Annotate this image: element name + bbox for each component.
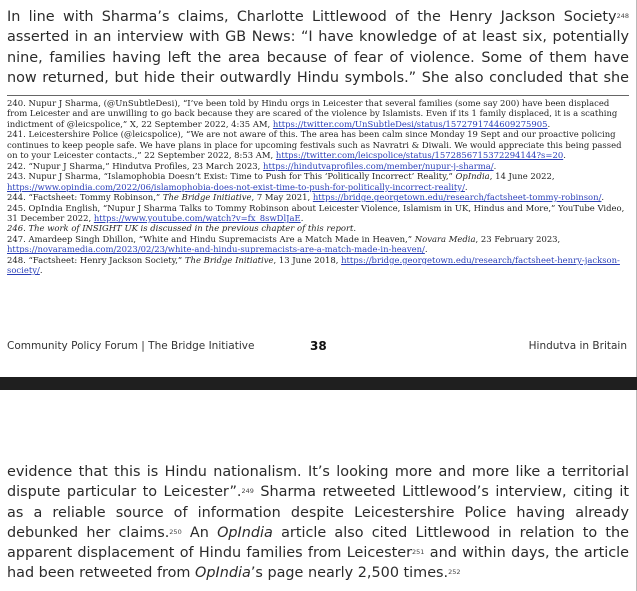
- footnote-link[interactable]: https://twitter.com/leicspolice/status/1572856715372294144?s=20: [275, 150, 564, 161]
- page-separator: [0, 377, 637, 390]
- footnote-link[interactable]: https://bridge.georgetown.edu/research/factsheet-henry-jackson-society/: [7, 254, 620, 276]
- footnote-link[interactable]: https://bridge.georgetown.edu/research/factsheet-tommy-robinson/: [312, 192, 602, 203]
- footnote-245: 245. OpIndia English, “Nupur J Sharma Talks to Tommy Robinson about Leicester Violence, Islamism in UK, Hindus and More,” YouTube Video, 31 December 2022, https://www.youtube.com/watch?v=fx_8swDlJaE.: [7, 202, 625, 223]
- footnote-divider: [7, 95, 629, 96]
- footnote-ref-249[interactable]: 249: [241, 487, 254, 496]
- publication-name: OpIndia: [195, 565, 251, 582]
- footnote-link[interactable]: https://hindutvaprofiles.com/member/nupur-j-sharma/: [263, 160, 494, 171]
- footnote-ref-252[interactable]: 252: [448, 568, 461, 577]
- footnote-ref-248[interactable]: 248: [616, 12, 629, 20]
- footnote-242: 242. “Nupur J Sharma,” Hindutva Profiles, 23 March 2023, https://hindutvaprofiles.com/member/nupur-j-sharma/.: [7, 160, 497, 171]
- footer-publisher: Community Policy Forum | The Bridge Initiative: [7, 340, 255, 352]
- body-text-segment: ’s page nearly 2,500 times.: [250, 565, 449, 582]
- page-number: 38: [310, 339, 327, 353]
- body-text-segment: asserted in an interview with GB News: “I have knowledge of at least six, potentially nine, families having left the area because of fear of violence. Some of them have now returned, but hide their outwardly Hindu symbols.” She also concluded that she: [7, 29, 629, 86]
- footnote-243: 243. Nupur J Sharma, “Islamophobia Doesn’t Exist: Time to Push for This ‘Politically Incorrect’ Reality,” OpIndia, 14 June 2022, https://www.opindia.com/2022/06/islamophobia-does-not-exist-time-to-push-for-politically-incorrect-reality/.: [7, 171, 555, 192]
- page-bottom: [0, 390, 637, 591]
- footnote-link[interactable]: https://www.opindia.com/2022/06/islamophobia-does-not-exist-time-to-push-for-politically-incorrect-reality/: [7, 181, 465, 192]
- body-text-segment: article also cited Littlewood in relation to the apparent displacement of Hindu families from Leicester: [7, 524, 629, 562]
- footnote-link[interactable]: https://novaramedia.com/2023/02/23/white-and-hindu-supremacists-are-a-match-made-in-heaven/: [7, 244, 425, 255]
- body-text-segment: and within days, the article had been retweeted from: [7, 545, 629, 582]
- footnote-240: 240. Nupur J Sharma, (@UnSubtleDesi), “I’ve been told by Hindu orgs in Leicester that several families (some say 200) have been displaced from Leicester and are unwilling to go back because they are scared of the violence by Islamists. Even if its 1 family displaced, it is a scathing indictment of @leicspolice,” X, 22 September 2022, 4:35 AM, https://twitter.com/UnSubtleDesi/status/1572791744609275905.: [7, 98, 618, 129]
- body-text-segment: Sharma retweeted Littlewood’s interview, citing it as a reliable source of information despite Leicestershire Police having already debunked her claims.: [7, 484, 629, 541]
- page-footer: [7, 340, 627, 356]
- footnote-241: 241. Leicestershire Police (@leicspolice), “We are not aware of this. The area has been calm since Monday 19 Sept and our proactive policing continues to keep people safe. We have plans in place for upcoming festivals such as Navratri & Diwali. We would appreciate this being passed on to your Leicester contacts.,” 22 September 2022, 8:53 AM, https://twitter.com/leicspolice/status/1572856715372294144?s=20.: [7, 129, 622, 161]
- footnote-link[interactable]: https://twitter.com/UnSubtleDesi/status/1572791744609275905: [272, 118, 548, 129]
- body-paragraph-top: [7, 7, 629, 88]
- footnotes: [7, 98, 631, 276]
- footnote-246: 246. The work of INSIGHT UK is discussed in the previous chapter of this report.: [7, 223, 357, 234]
- footnote-247: 247. Amardeep Singh Dhillon, “White and Hindu Supremacists Are a Match Made in Heaven,” Novara Media, 23 February 2023, https://novaramedia.com/2023/02/23/white-and-hindu-supremacists-are-a-match-made-in-heaven/.: [7, 233, 561, 255]
- footnote-248: 248. “Factsheet: Henry Jackson Society,” The Bridge Initiative, 13 June 2018, https://bridge.georgetown.edu/research/factsheet-henry-jackson-society/.: [7, 254, 620, 276]
- publication-name: OpIndia: [217, 524, 273, 541]
- footer-report-title: Hindutva in Britain: [528, 340, 627, 352]
- footnote-244: 244. “Factsheet: Tommy Robinson,” The Bridge Initiative, 7 May 2021, https://bridge.georgetown.edu/research/factsheet-tommy-robinson/.: [7, 192, 605, 203]
- body-text-segment: evidence that this is Hindu nationalism. It’s looking more and more like a territorial dispute particular to Leicester”.: [7, 464, 629, 501]
- footnote-ref-250[interactable]: 250: [169, 527, 182, 536]
- footnote-ref-251[interactable]: 251: [412, 548, 425, 557]
- body-text-segment: In line with Sharma’s claims, Charlotte Littlewood of the Henry Jackson Society: [7, 9, 617, 25]
- footnote-link[interactable]: https://www.youtube.com/watch?v=fx_8swDlJaE: [93, 212, 301, 223]
- body-paragraph-bottom: [7, 462, 629, 584]
- body-text-segment: An: [181, 524, 218, 541]
